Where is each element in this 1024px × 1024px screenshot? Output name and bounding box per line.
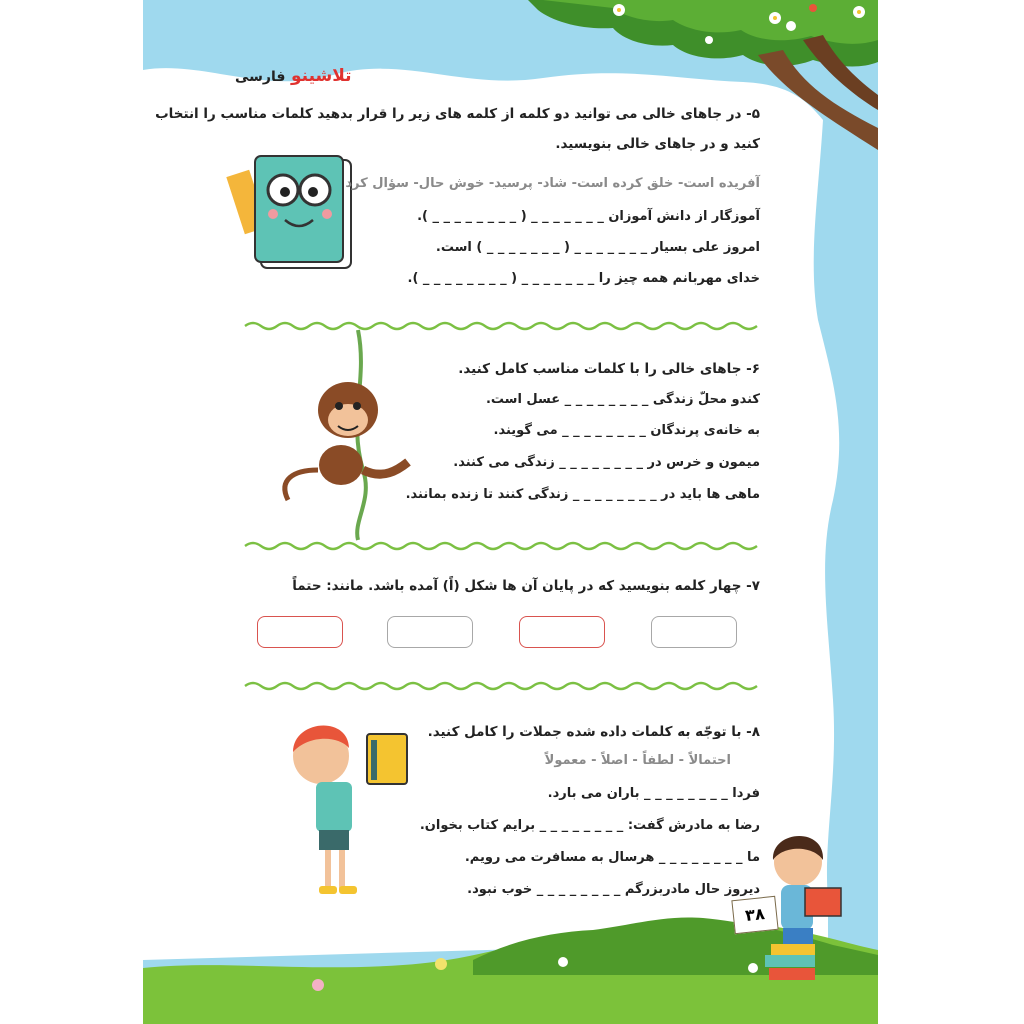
- q7-title: ۷- چهار کلمه بنویسید که در پایان آن ها شکل (اً) آمده باشد. مانند: حتماً: [292, 578, 760, 594]
- brand-logo: [235, 66, 352, 86]
- q8-line-2[interactable]: رضا به مادرش گفت: _ _ _ _ _ _ _ _ برایم کتاب بخوان.: [419, 818, 760, 833]
- page-number: ۳۸: [731, 896, 778, 934]
- answer-box-4[interactable]: [651, 616, 737, 648]
- brand-name: تلاشینو: [291, 66, 352, 86]
- q6-line-4[interactable]: ماهی ها باید در _ _ _ _ _ _ _ _ زندگی کنند تا زنده بمانند.: [405, 487, 760, 502]
- q5-word-options: آفریده است- خلق کرده است- شاد- پرسید- خوش حال- سؤال کرد: [345, 176, 760, 191]
- q5-line-3[interactable]: خدای مهربانم همه چیز را _ _ _ _ _ _ _ ( _ _ _ _ _ _ _ _ ).: [407, 271, 760, 286]
- q6-title: ۶- جاهای خالی را با کلمات مناسب کامل کنید.: [458, 361, 760, 377]
- brand-subject: فارسی: [235, 69, 286, 85]
- q5-line-1[interactable]: آموزگار از دانش آموزان _ _ _ _ _ _ _ ( _ _ _ _ _ _ _ _ ).: [417, 209, 760, 224]
- q5-title-line2: کنید و در جاهای خالی بنویسید.: [555, 136, 760, 152]
- answer-box-1[interactable]: [257, 616, 343, 648]
- q6-line-3[interactable]: میمون و خرس در _ _ _ _ _ _ _ _ زندگی می کنند.: [453, 455, 760, 470]
- q8-title: ۸- با توجّه به کلمات داده شده جملات را کامل کنید.: [427, 724, 760, 740]
- q5-line-2[interactable]: امروز علی بسیار _ _ _ _ _ _ _ ( _ _ _ _ _ _ _ ) است.: [435, 240, 760, 255]
- q6-line-1[interactable]: کندو محلّ زندگی _ _ _ _ _ _ _ _ عسل است.: [485, 392, 760, 407]
- page-background: [143, 0, 878, 1024]
- q8-line-3[interactable]: ما _ _ _ _ _ _ _ _ هرسال به مسافرت می رویم.: [464, 850, 760, 865]
- q8-line-4[interactable]: دیروز حال مادربزرگم _ _ _ _ _ _ _ _ خوب نبود.: [467, 882, 760, 897]
- butterfly-icon: [435, 958, 447, 970]
- answer-box-2[interactable]: [387, 616, 473, 648]
- q6-line-2[interactable]: به خانه‌ی پرندگان _ _ _ _ _ _ _ _ می گویند.: [493, 423, 760, 438]
- q5-title-line1: ۵- در جاهای خالی می توانید دو کلمه از کلمه های زیر را قرار بدهید کلمات مناسب را انتخاب: [155, 106, 760, 122]
- worksheet-page: [143, 0, 878, 1024]
- q8-word-options: احتمالاً - لطفاً - اصلاً - معمولاً: [544, 753, 731, 768]
- answer-box-3[interactable]: [519, 616, 605, 648]
- q8-line-1[interactable]: فردا _ _ _ _ _ _ _ _ باران می بارد.: [547, 786, 760, 801]
